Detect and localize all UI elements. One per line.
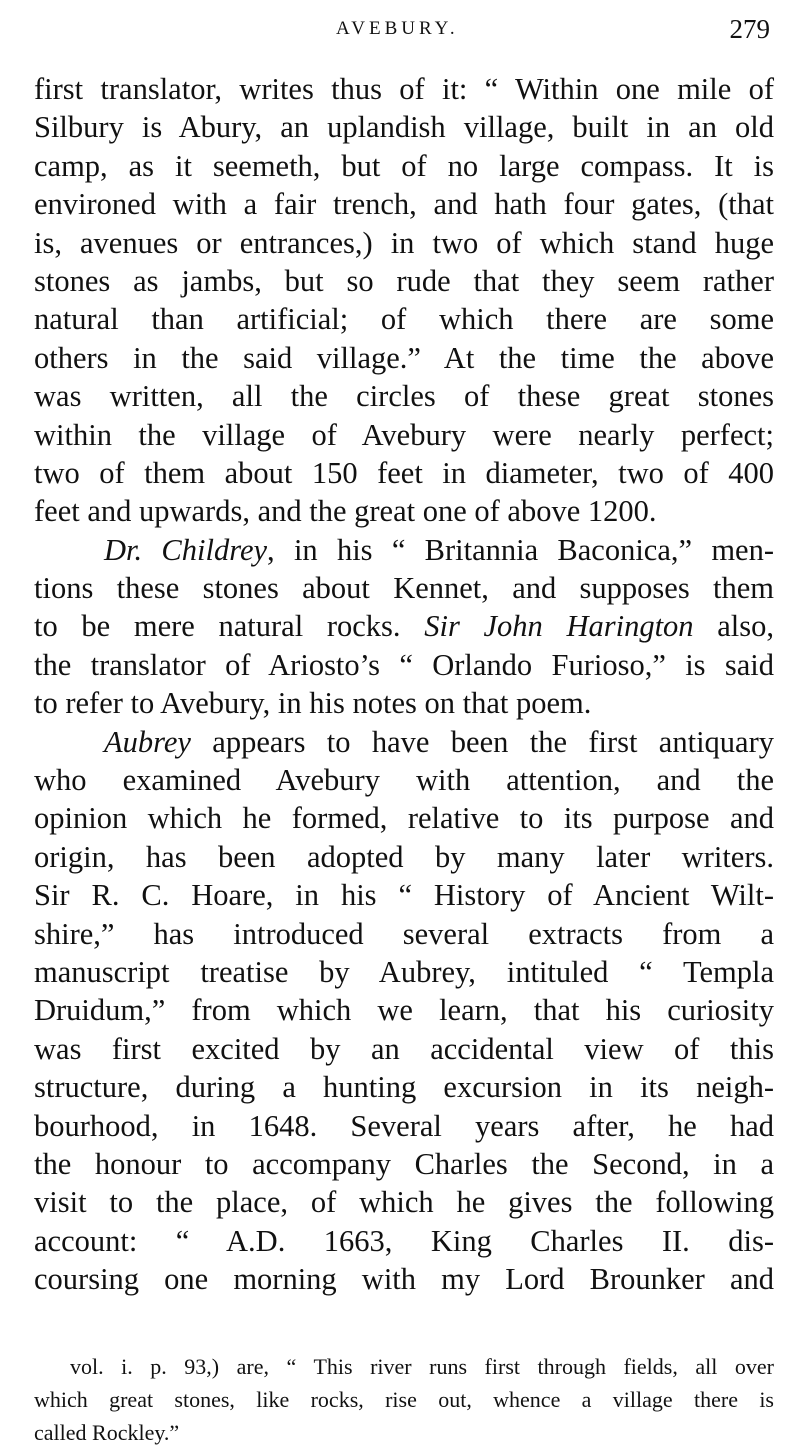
page-number: 279 [729, 14, 770, 44]
text-line: structure, during a hunting excursion in its neigh- [34, 1070, 774, 1105]
text-line: is, avenues or entrances,) in two of which stand huge [34, 225, 774, 260]
text-line: to refer to Avebury, in his notes on that poem. [34, 686, 592, 721]
text-line: others in the said village.” At the time the above [34, 340, 774, 375]
text-line: manuscript treatise by Aubrey, intituled “ Templa [34, 954, 774, 989]
text-line: stones as jambs, but so rude that they seem rather [34, 263, 774, 298]
text-line: tions these stones about Kennet, and supposes them [34, 571, 774, 606]
text-line: shire,” has introduced several extracts from a [34, 916, 774, 951]
running-title: AVEBURY. [336, 18, 459, 39]
text-line: the honour to accompany Charles the Second, in a [34, 1146, 774, 1181]
text-line: Druidum,” from which we learn, that his curiosity [34, 993, 774, 1028]
text-line: who examined Avebury with attention, and the [34, 763, 774, 798]
text-line: natural than artificial; of which there are some [34, 302, 774, 337]
text-line: first translator, writes thus of it: “ Within one mile of [34, 72, 774, 106]
text-line: within the village of Avebury were nearly perfect; [34, 417, 774, 452]
footnote-line: called Rockley.” [34, 1420, 180, 1445]
footnote-line: which great stones, like rocks, rise out, whence a village there is [34, 1387, 774, 1412]
text-line: Dr. Childrey, in his “ Britannia Baconica,” men- [104, 532, 774, 567]
text-line: was written, all the circles of these great stones [34, 379, 774, 414]
text-line: was first excited by an accidental view of this [34, 1031, 774, 1066]
text-line: visit to the place, of which he gives the following [34, 1185, 774, 1220]
text-line: opinion which he formed, relative to its purpose and [34, 801, 774, 836]
text-line: environed with a fair trench, and hath four gates, (that [34, 187, 774, 222]
text-line: to be mere natural rocks. Sir John Harington also, [34, 609, 774, 644]
italic-name: Dr. Childrey [104, 532, 268, 567]
text-line: Silbury is Abury, an uplandish village, built in an old [34, 110, 774, 145]
text-line: the translator of Ariosto’s “ Orlando Furioso,” is said [34, 647, 774, 682]
text-line: bourhood, in 1648. Several years after, he had [34, 1108, 774, 1143]
running-head [0, 14, 800, 54]
text-line: two of them about 150 feet in diameter, two of 400 [34, 455, 774, 490]
text-line: camp, as it seemeth, but of no large compass. It is [34, 148, 774, 183]
italic-name: Sir John Harington [424, 609, 694, 644]
text-line: feet and upwards, and the great one of above 1200. [34, 494, 657, 529]
text-line: origin, has been adopted by many later writers. [34, 839, 774, 874]
text-line: account: “ A.D. 1663, King Charles II. dis- [34, 1223, 774, 1258]
footnote-line: vol. i. p. 93,) are, “ This river runs first through fields, all over [70, 1354, 774, 1379]
italic-name: Aubrey [104, 724, 191, 759]
text-line: coursing one morning with my Lord Brounker and [34, 1262, 774, 1297]
text-line: Aubrey appears to have been the first antiquary [104, 724, 774, 759]
body-text [34, 70, 774, 1299]
footnote [34, 1350, 774, 1449]
text-line: Sir R. C. Hoare, in his “ History of Ancient Wilt- [34, 878, 774, 913]
